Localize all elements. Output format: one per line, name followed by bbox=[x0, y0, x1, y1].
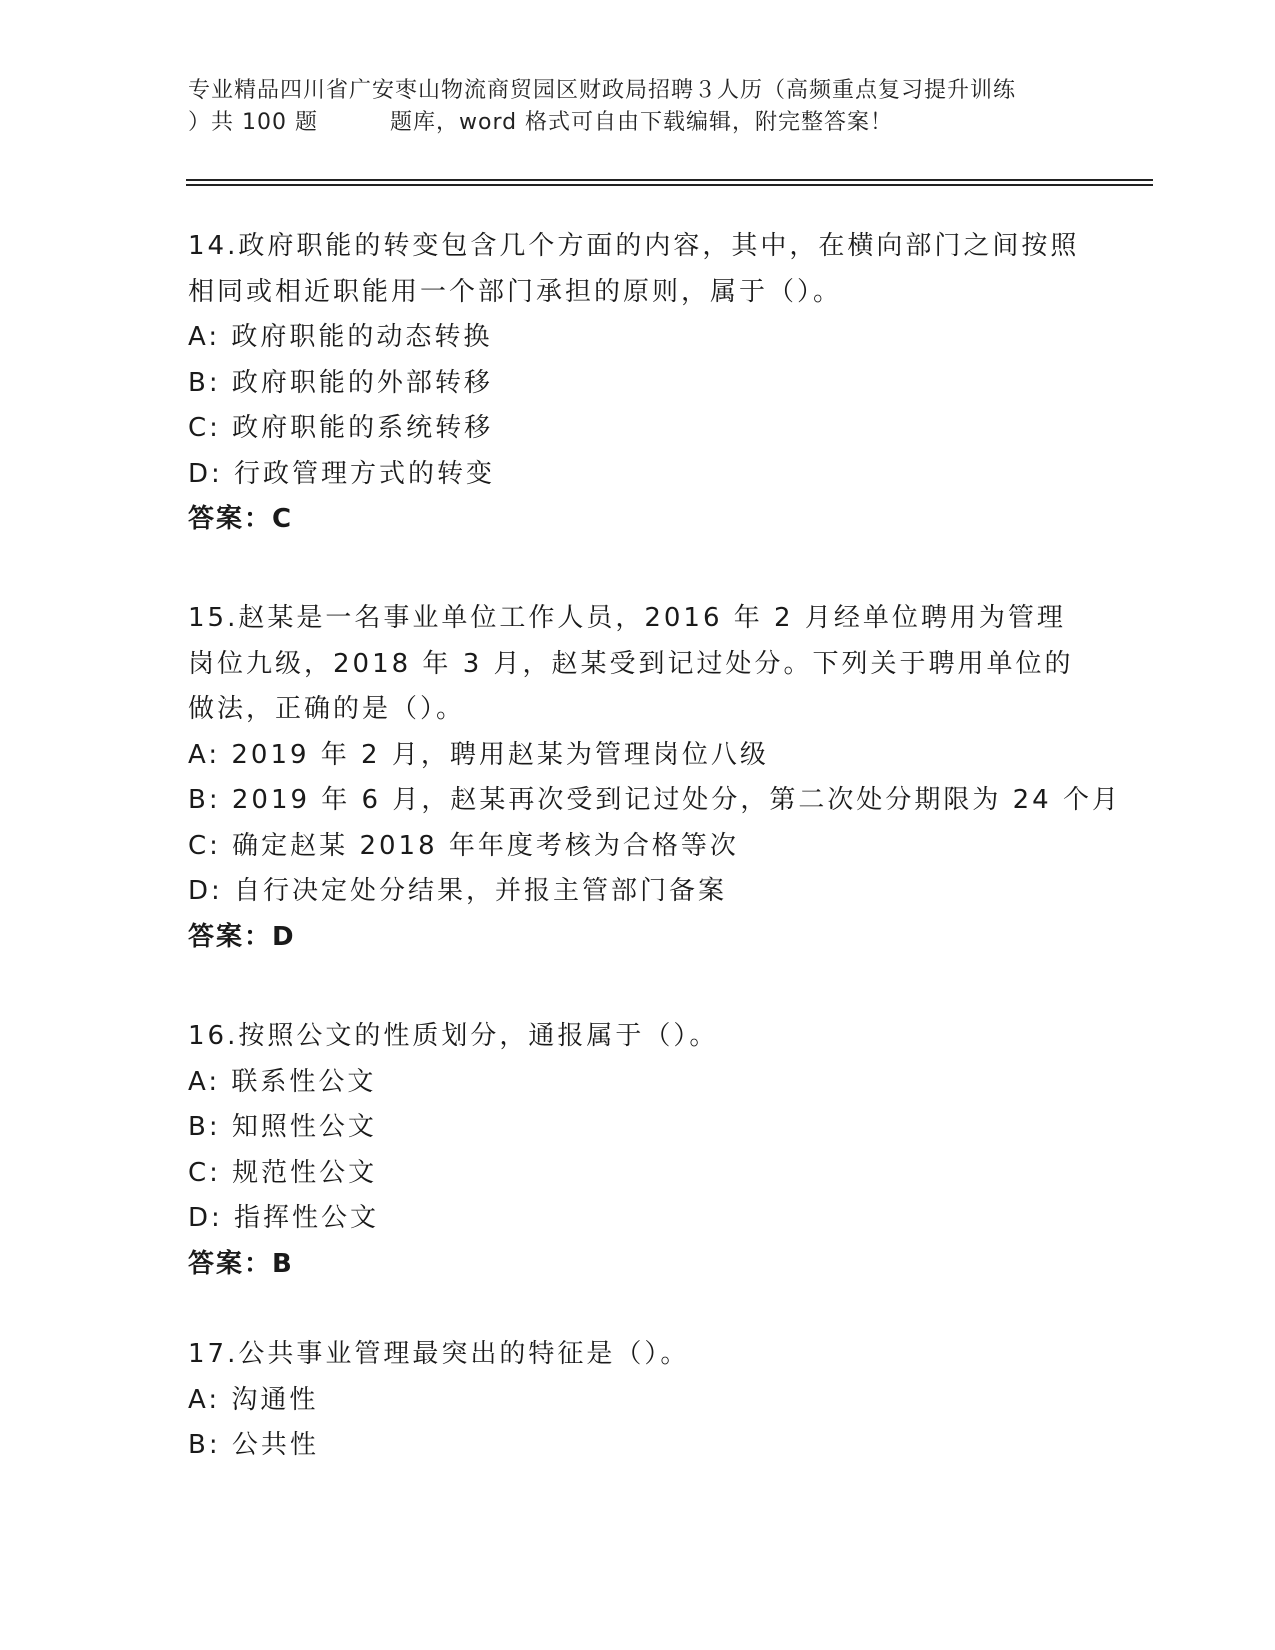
option-c: C: 规范性公文 bbox=[188, 1157, 378, 1188]
question-14 bbox=[188, 224, 1088, 543]
header-title-line1: 专业精品四川省广安枣山物流商贸园区财政局招聘３人历（高频重点复习提升训练 bbox=[188, 78, 1017, 103]
header-download-note: 题库，word 格式可自由下载编辑，附完整答案！ bbox=[389, 110, 894, 135]
option-c: C: 政府职能的系统转移 bbox=[188, 413, 494, 443]
question-text: 15.赵某是一名事业单位工作人员，2016 年 2 月经单位聘用为管理岗位九级，2018 年 3 月，赵某受到记过处分。下列关于聘用单位的做法，正确的是（）。 bbox=[188, 603, 1074, 724]
option-d: D: 指挥性公文 bbox=[188, 1203, 380, 1233]
question-15 bbox=[188, 596, 1121, 960]
answer: 答案：B bbox=[188, 1248, 294, 1279]
option-a: A: 政府职能的动态转换 bbox=[188, 322, 493, 352]
question-16 bbox=[188, 1014, 1088, 1287]
option-b: B: 公共性 bbox=[188, 1430, 319, 1460]
answer: 答案：D bbox=[188, 921, 296, 952]
question-text: 16.按照公文的性质划分，通报属于（）。 bbox=[188, 1021, 719, 1051]
document-header bbox=[188, 75, 1088, 139]
option-b: B: 知照性公文 bbox=[188, 1112, 377, 1142]
option-d: D: 行政管理方式的转变 bbox=[188, 458, 496, 489]
option-c: C: 确定赵某 2018 年年度考核为合格等次 bbox=[188, 830, 739, 861]
header-divider-top bbox=[186, 179, 1153, 181]
header-question-count: ）共 100 题 bbox=[188, 110, 318, 135]
header-divider-bottom bbox=[186, 184, 1153, 186]
option-b: B: 政府职能的外部转移 bbox=[188, 367, 493, 398]
option-d: D: 自行决定处分结果，并报主管部门备案 bbox=[188, 876, 728, 906]
option-a: A: 联系性公文 bbox=[188, 1066, 377, 1097]
question-text: 14.政府职能的转变包含几个方面的内容，其中，在横向部门之间按照相同或相近职能用一个部门承担的原则，属于（）。 bbox=[188, 231, 1080, 307]
option-b: B: 2019 年 6 月，赵某再次受到记过处分，第二次处分期限为 24 个月 bbox=[188, 785, 1121, 815]
question-text: 17.公共事业管理最突出的特征是（）。 bbox=[188, 1339, 690, 1369]
answer: 答案：C bbox=[188, 504, 294, 534]
option-a: A: 沟通性 bbox=[188, 1384, 319, 1415]
question-17 bbox=[188, 1332, 1088, 1469]
option-a: A: 2019 年 2 月，聘用赵某为管理岗位八级 bbox=[188, 739, 769, 770]
header-title-line2 bbox=[188, 107, 1088, 139]
